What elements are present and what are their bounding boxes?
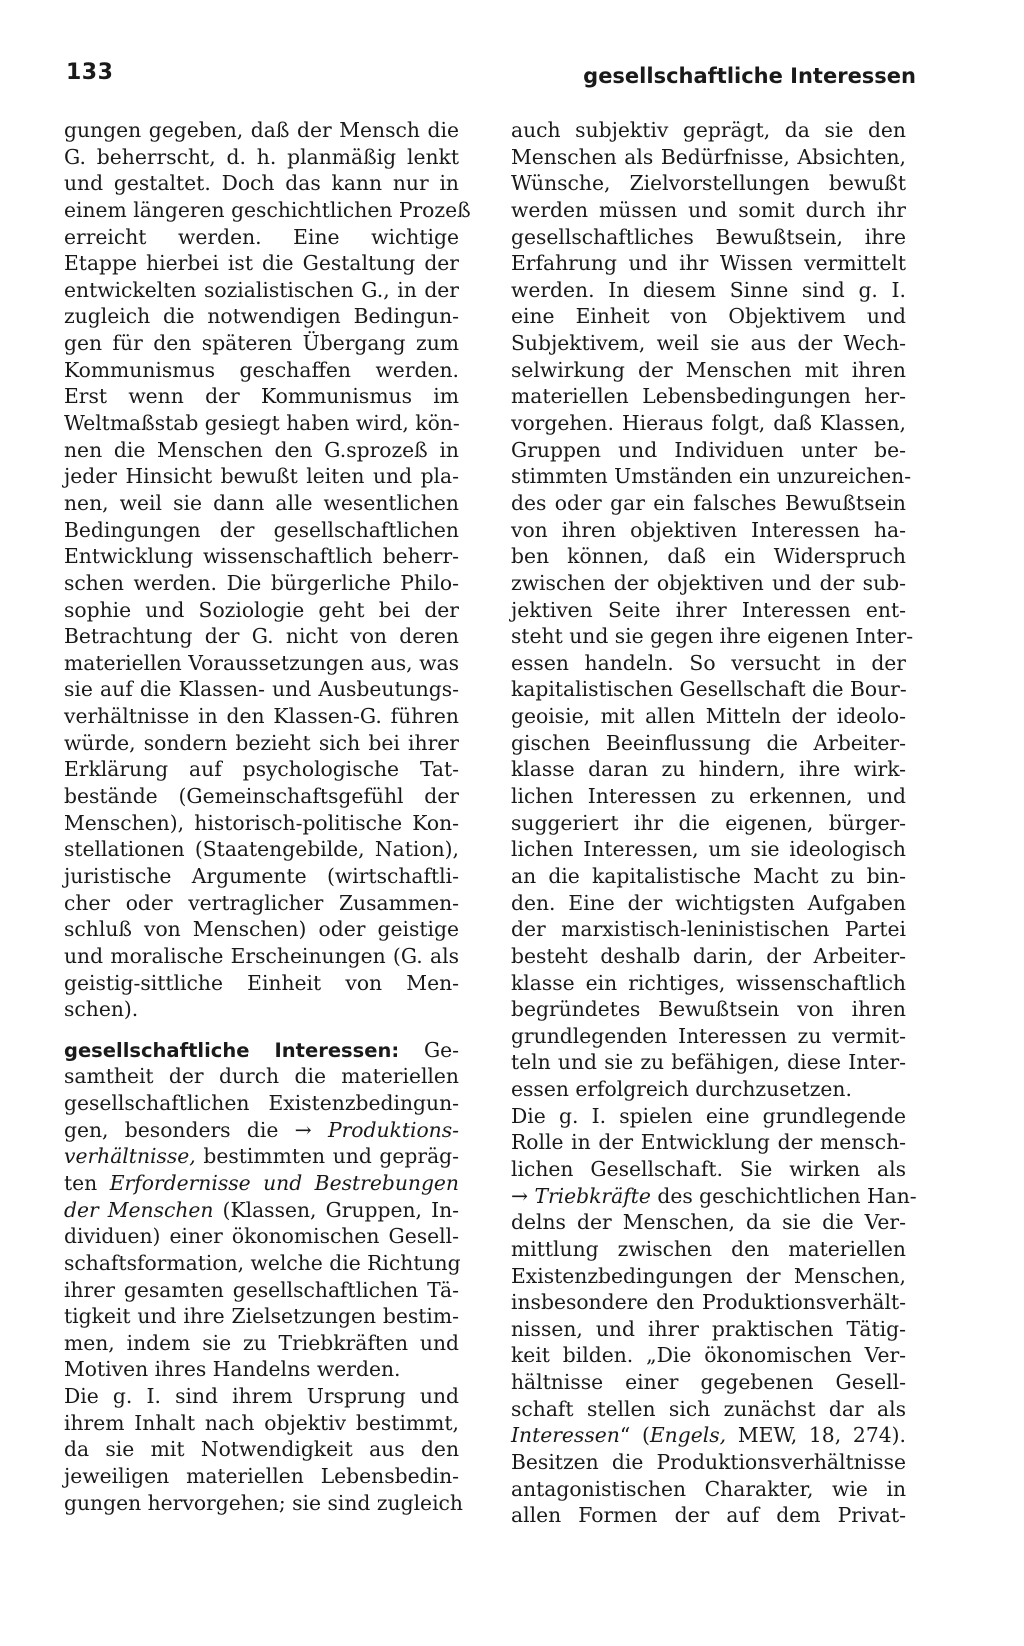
entry-line: gesellschaftlichen Existenzbedingun- [64,1091,459,1116]
entry-text: gen, besonders die [64,1117,295,1142]
entry-rest-text [64,1223,459,1383]
text-line: essen handeln. So versucht in der [511,650,906,675]
entry-text: bestimmten und gepräg- [195,1144,459,1169]
text-line: essen erfolgreich durchzusetzen. [511,1077,852,1102]
right-column [511,117,917,1529]
text-line: geistig-sittliche Einheit von Men- [64,970,459,995]
text-line: begründetes Bewußtsein von ihren [511,997,906,1022]
entry-text: “ ( [619,1423,650,1448]
text-line: geoisie, mit allen Mitteln der ideolo- [511,704,906,729]
text-line: nissen, und ihrer praktischen Tätig- [511,1316,906,1341]
text-line: keit bilden. „Die ökonomischen Ver- [511,1343,906,1368]
text-line: nen, weil sie dann alle wesentlichen [64,490,459,515]
text-line: Gruppen und Individuen unter be- [511,437,906,462]
text-line: Subjektivem, weil sie aus der Wech- [511,331,906,356]
text-line: schaftsformation, welche die Richtung [64,1250,461,1275]
text-line: Etappe hierbei ist die Gestaltung der [64,251,459,276]
text-line: und moralische Erscheinungen (G. als [64,943,459,968]
text-line: Erst wenn der Kommunismus im [64,384,459,409]
text-line: ben können, daß ein Widerspruch [511,544,906,569]
text-line: allen Formen der auf dem Privat- [511,1503,906,1528]
dictionary-entry [64,1037,463,1517]
text-line: Erfahrung und ihr Wissen vermittelt [511,251,906,276]
text-line: antagonistischen Charakter, wie in [511,1476,906,1501]
text-line: jeder Hinsicht bewußt leiten und pla- [64,464,459,489]
text-line: Die g. I. spielen eine grundlegende [511,1103,906,1128]
text-line: den. Eine der wichtigsten Aufgaben [511,890,906,915]
left-continuation-text [64,117,471,1023]
text-line: eine Einheit von Objektivem und [511,304,906,329]
text-line: juristische Argumente (wirtschaftli- [64,863,459,888]
text-line: materiellen Lebensbedingungen her- [511,384,906,409]
left-column [64,117,471,1516]
entry-text: Ge- [423,1037,459,1062]
text-line: sie auf die Klassen- und Ausbeutungs- [64,677,459,702]
text-line: erreicht werden. Eine wichtige [64,224,459,249]
entry-line [511,1183,917,1210]
text-line: vorgehen. Hieraus folgt, daß Klassen, [511,411,906,436]
emphasis-text: Interessen [511,1423,620,1448]
text-line: schen). [64,997,139,1022]
text-line: und gestaltet. Doch das kann nur in [64,171,459,196]
text-line: lichen Interessen zu erkennen, und [511,784,906,809]
text-line: hältnisse einer gegebenen Gesell- [511,1370,906,1395]
text-line: sophie und Soziologie geht bei der [64,597,459,622]
text-line: auch subjektiv geprägt, da sie den [511,118,906,142]
entry-line [64,1037,459,1064]
entry-spacer [64,1023,459,1037]
text-line: werden. In diesem Sinne sind g. I. [511,277,906,302]
text-line: jektiven Seite ihrer Interessen ent- [511,597,906,622]
text-line: klasse ein richtiges, wissenschaftlich [511,970,906,995]
text-line: da sie mit Notwendigkeit aus den [64,1437,459,1462]
text-line: dividuen) einer ökonomischen Gesell- [64,1224,459,1249]
entry-line [511,1422,906,1449]
text-line: selwirkung der Menschen mit ihren [511,357,906,382]
entry-lemma: gesellschaftliche Interessen: [64,1038,400,1062]
right-text-block-b [511,1209,906,1422]
text-line: suggeriert ihr die eigenen, bürger- [511,810,906,835]
text-line: an die kapitalistische Macht zu bin- [511,863,906,888]
text-line: Motiven ihres Handelns werden. [64,1357,401,1382]
text-line: Wünsche, Zielvorstellungen bewußt [511,171,906,196]
text-line: tigkeit und ihre Zielsetzungen bestim- [64,1304,459,1329]
text-line: schaft stellen sich zunächst dar als [511,1396,906,1421]
text-line: G. beherrscht, d. h. planmäßig lenkt [64,144,459,169]
citation-author: Engels, [649,1423,727,1448]
text-line: Entwicklung wissenschaftlich beherr- [64,544,459,569]
right-text-block-c [511,1449,906,1529]
cross-reference-arrow-icon: → [294,1117,312,1142]
cross-reference[interactable]: verhältnisse, [64,1144,196,1169]
entry-paragraph-2 [64,1383,463,1516]
text-line: gungen gegeben, daß der Mensch die [64,118,459,142]
page-number: 133 [66,60,114,85]
text-line: mittlung zwischen den materiellen [511,1236,906,1261]
text-line: von ihren objektiven Interessen ha- [511,517,906,542]
text-line: Menschen), historisch-politische Kon- [64,810,459,835]
text-line: materiellen Voraussetzungen aus, was [64,650,459,675]
emphasis-text: Erfordernisse und Bestrebungen [109,1170,459,1195]
text-line: stimmten Umständen ein unzureichen- [511,464,912,489]
cross-reference[interactable]: Produktions- [327,1117,460,1142]
text-line: gischen Beeinflussung die Arbeiter- [511,730,906,755]
text-line: Menschen als Bedürfnisse, Absichten, [511,144,906,169]
text-line: gungen hervorgehen; sie sind zugleich [64,1490,463,1515]
text-line: werden müssen und somit durch ihr [511,197,906,222]
text-line: lichen Gesellschaft. Sie wirken als [511,1156,906,1181]
text-line: Existenzbedingungen der Menschen, [511,1263,906,1288]
right-text-block-a [511,117,914,1183]
text-line: ihrem Inhalt nach objektiv bestimmt, [64,1410,459,1435]
entry-line [64,1197,459,1224]
citation-source: MEW, 18, 274). [726,1423,906,1448]
text-line: Erklärung auf psychologische Tat- [64,757,459,782]
text-line: steht und sie gegen ihre eigenen Inter- [511,624,914,649]
text-line: des oder gar ein falsches Bewußtsein [511,490,906,515]
text-line: Die g. I. sind ihrem Ursprung und [64,1384,459,1409]
text-line: schluß von Menschen) oder geistige [64,917,459,942]
entry-text: ten [64,1170,110,1195]
text-line: men, indem sie zu Triebkräften und [64,1330,459,1355]
entry-line [64,1117,459,1144]
text-line: zugleich die notwendigen Bedingun- [64,304,459,329]
text-line: cher oder vertraglicher Zusammen- [64,890,459,915]
text-line: kapitalistischen Gesellschaft die Bour- [511,677,907,702]
text-line: teln und sie zu befähigen, diese Inter- [511,1050,906,1075]
entry-line: samtheit der durch die materiellen [64,1064,459,1089]
entry-text: (Klassen, Gruppen, In- [213,1197,459,1222]
text-line: einem längeren geschichtlichen Prozeß [64,197,471,222]
entry-line [64,1170,459,1197]
text-line: Kommunismus geschaffen werden. [64,357,459,382]
text-line: entwickelten sozialistischen G., in der [64,277,459,302]
emphasis-text: der Menschen [64,1197,214,1222]
text-line: insbesondere den Produktionsverhält- [511,1290,906,1315]
text-line: der marxistisch-leninistischen Partei [511,917,906,942]
cross-reference-arrow-icon: → [511,1183,528,1208]
text-line: Besitzen die Produktionsverhältnisse [511,1450,906,1475]
running-head: gesellschaftliche Interessen [583,64,916,88]
text-line: Weltmaßstab gesiegt haben wird, kön- [64,411,460,436]
text-line: Rolle in der Entwicklung der mensch- [511,1130,906,1155]
text-line: schen werden. Die bürgerliche Philo- [64,570,459,595]
text-line: klasse daran zu hindern, ihre wirk- [511,757,906,782]
text-line: würde, sondern bezieht sich bei ihrer [64,730,459,755]
text-line: jeweiligen materiellen Lebensbedin- [64,1464,459,1489]
text-line: gen für den späteren Übergang zum [64,331,459,356]
text-line: lichen Interessen, um sie ideologisch [511,837,906,862]
cross-reference[interactable]: Triebkräfte [534,1183,651,1208]
entry-text: des geschichtlichen Han- [650,1183,917,1208]
text-line: verhältnisse in den Klassen-G. führen [64,704,459,729]
text-line: bestände (Gemeinschaftsgefühl der [64,784,459,809]
text-line: zwischen der objektiven und der sub- [511,570,906,595]
text-line: besteht deshalb darin, der Arbeiter- [511,943,906,968]
text-line: Bedingungen der gesellschaftlichen [64,517,459,542]
text-line: delns der Menschen, da sie die Ver- [511,1210,906,1235]
text-line: stellationen (Staatengebilde, Nation), [64,837,459,862]
text-line: gesellschaftliches Bewußtsein, ihre [511,224,906,249]
text-line: Betrachtung der G. nicht von deren [64,624,459,649]
entry-line [64,1143,459,1170]
text-line: grundlegenden Interessen zu vermit- [511,1023,906,1048]
text-line: ihrer gesamten gesellschaftlichen Tä- [64,1277,459,1302]
text-line: nen die Menschen den G.sprozeß in [64,437,459,462]
